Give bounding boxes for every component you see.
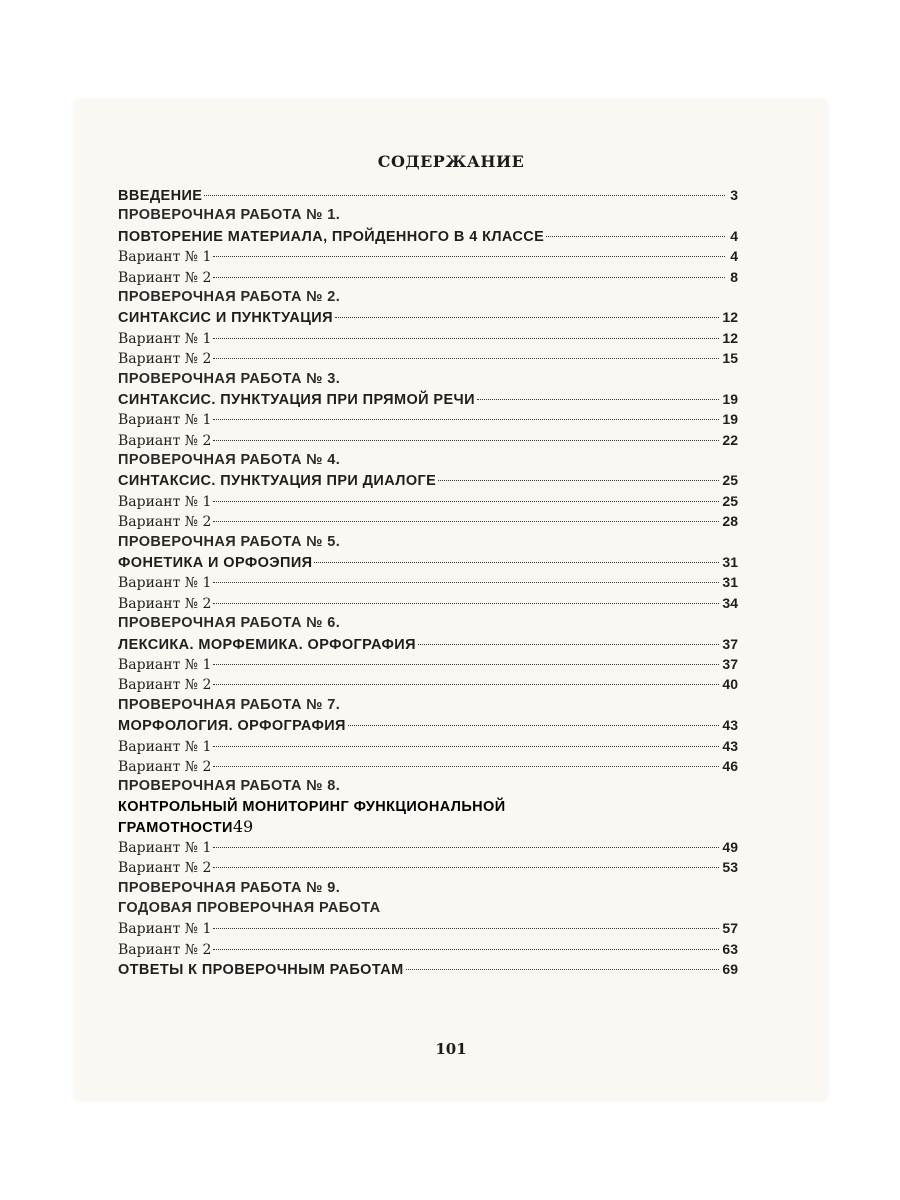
toc-page-number: 22 (722, 431, 738, 448)
toc-page-number: 63 (722, 940, 738, 957)
toc-entry-label: Вариант № 1 (118, 738, 212, 755)
toc-variant-entry (118, 409, 738, 429)
dot-leader (204, 195, 725, 196)
toc-variant-entry (118, 918, 738, 938)
toc-entry-label: Вариант № 2 (118, 269, 212, 286)
toc-page-number: 12 (722, 309, 738, 326)
toc-entry-label: СИНТАКСИС. ПУНКТУАЦИЯ ПРИ ДИАЛОГЕ (118, 473, 437, 490)
toc-variant-entry (118, 654, 738, 674)
toc-page-number: 37 (722, 655, 738, 672)
toc-variant-entry (118, 837, 738, 857)
toc-variant-entry (118, 348, 738, 368)
toc-entry-label: Вариант № 1 (118, 656, 212, 673)
toc-page-number: 4 (730, 227, 738, 244)
toc-entry (118, 307, 738, 327)
toc-entry-label: Вариант № 2 (118, 677, 212, 694)
dot-leader (477, 399, 719, 400)
dot-leader (546, 236, 725, 237)
dot-leader (213, 746, 719, 747)
toc-entry-label: Вариант № 1 (118, 249, 212, 266)
toc-entry-label: ЛЕКСИКА. МОРФЕМИКА. ОРФОГРАФИЯ (118, 636, 416, 653)
toc-variant-entry (118, 674, 738, 694)
toc-entry (118, 389, 738, 409)
toc-variant-entry (118, 939, 738, 959)
toc-entry-label: Вариант № 1 (118, 575, 212, 592)
toc-page-number: 49 (232, 816, 254, 836)
toc-entry-label: Вариант № 1 (118, 493, 212, 510)
document-page (75, 100, 827, 1100)
toc-variant-entry (118, 736, 738, 756)
table-of-contents (118, 185, 738, 979)
dot-leader (213, 338, 719, 339)
dot-leader (213, 684, 719, 685)
toc-entry-label: Вариант № 2 (118, 432, 212, 449)
toc-section-header: ПРОВЕРОЧНАЯ РАБОТА № 8. (118, 778, 341, 795)
toc-entry (118, 226, 738, 246)
toc-page-number: 43 (722, 737, 738, 754)
toc-page-number: 37 (722, 635, 738, 652)
dot-leader (213, 603, 719, 604)
toc-variant-entry (118, 267, 738, 287)
toc-entry-label: Вариант № 1 (118, 330, 212, 347)
toc-entry-label: ПОВТОРЕНИЕ МАТЕРИАЛА, ПРОЙДЕННОГО В 4 КЛАССЕ (118, 228, 545, 245)
toc-section-header: ПРОВЕРОЧНАЯ РАБОТА № 3. (118, 370, 341, 387)
toc-section-header: ПРОВЕРОЧНАЯ РАБОТА № 4. (118, 452, 341, 469)
toc-entry-label: Вариант № 2 (118, 860, 212, 877)
toc-variant-entry (118, 572, 738, 592)
toc-page-number: 46 (722, 757, 738, 774)
toc-page-number: 25 (722, 472, 738, 489)
toc-entry-label: СИНТАКСИС. ПУНКТУАЦИЯ ПРИ ПРЯМОЙ РЕЧИ (118, 391, 475, 408)
toc-page-number: 43 (722, 717, 738, 734)
toc-page-number: 69 (722, 961, 738, 978)
toc-entry-label: ОТВЕТЫ К ПРОВЕРОЧНЫМ РАБОТАМ (118, 962, 404, 979)
toc-entry-label: Вариант № 1 (118, 921, 212, 938)
toc-section-header: ПРОВЕРОЧНАЯ РАБОТА № 6. (118, 615, 341, 632)
toc-entry-label-line1: КОНТРОЛЬНЫЙ МОНИТОРИНГ ФУНКЦИОНАЛЬНОЙ (118, 798, 506, 815)
toc-section-header: ПРОВЕРОЧНАЯ РАБОТА № 7. (118, 696, 341, 713)
toc-variant-entry (118, 593, 738, 613)
dot-leader (213, 847, 719, 848)
toc-section-header: ПРОВЕРОЧНАЯ РАБОТА № 5. (118, 533, 341, 550)
toc-page-number: 57 (722, 920, 738, 937)
toc-entry-label: Вариант № 2 (118, 758, 212, 775)
toc-page-number: 12 (722, 329, 738, 346)
toc-entry-label: Вариант № 2 (118, 595, 212, 612)
toc-entry-label: Вариант № 2 (118, 514, 212, 531)
toc-page-number: 40 (722, 676, 738, 693)
toc-entry-label: ФОНЕТИКА И ОРФОЭПИЯ (118, 555, 313, 572)
toc-section-header: ПРОВЕРОЧНАЯ РАБОТА № 9. (118, 879, 341, 896)
toc-entry (118, 797, 738, 837)
dot-leader (213, 277, 725, 278)
toc-page-number: 19 (722, 390, 738, 407)
dot-leader (213, 501, 719, 502)
toc-entry-label: СИНТАКСИС И ПУНКТУАЦИЯ (118, 310, 333, 327)
toc-entry (118, 715, 738, 735)
toc-entry-label: Вариант № 1 (118, 839, 212, 856)
toc-entry-label-line2: ГРАМОТНОСТИ (118, 819, 233, 836)
toc-page-number: 19 (722, 411, 738, 428)
dot-leader (213, 766, 719, 767)
page-title: СОДЕРЖАНИЕ (377, 152, 525, 171)
toc-section-header: ПРОВЕРОЧНАЯ РАБОТА № 1. (118, 207, 341, 224)
dot-leader (213, 358, 719, 359)
toc-section-header: ПРОВЕРОЧНАЯ РАБОТА № 2. (118, 288, 341, 305)
dot-leader (314, 562, 719, 563)
dot-leader (335, 317, 720, 318)
dot-leader (418, 644, 720, 645)
toc-entry-label: Вариант № 1 (118, 412, 212, 429)
toc-variant-entry (118, 857, 738, 877)
toc-variant-entry (118, 511, 738, 531)
dot-leader (213, 867, 719, 868)
toc-entry-label: Вариант № 2 (118, 941, 212, 958)
toc-entry-label: Вариант № 2 (118, 351, 212, 368)
toc-entry (118, 959, 738, 979)
toc-page-number: 34 (722, 594, 738, 611)
toc-variant-entry (118, 430, 738, 450)
dot-leader (213, 664, 719, 665)
dot-leader (213, 582, 719, 583)
toc-page-number: 8 (730, 268, 738, 285)
dot-leader (213, 949, 719, 950)
toc-entry (118, 552, 738, 572)
dot-leader (438, 480, 719, 481)
toc-page-number: 28 (722, 513, 738, 530)
toc-entry (118, 185, 738, 205)
toc-entry-label: МОРФОЛОГИЯ. ОРФОГРАФИЯ (118, 718, 346, 735)
toc-page-number: 15 (722, 350, 738, 367)
dot-leader (213, 440, 719, 441)
toc-page-number: 49 (722, 838, 738, 855)
toc-entry (118, 634, 738, 654)
toc-entry-label: ВВЕДЕНИЕ (118, 188, 203, 204)
dot-leader (348, 725, 720, 726)
toc-page-number: 31 (722, 574, 738, 591)
toc-page-number: 53 (722, 859, 738, 876)
dot-leader (406, 969, 720, 970)
toc-variant-entry (118, 328, 738, 348)
toc-page-number: 25 (722, 492, 738, 509)
toc-entry (118, 470, 738, 490)
toc-section-header: ГОДОВАЯ ПРОВЕРОЧНАЯ РАБОТА (118, 899, 381, 916)
toc-page-number: 3 (730, 187, 738, 203)
dot-leader (213, 928, 719, 929)
toc-variant-entry (118, 491, 738, 511)
page-number: 101 (435, 1040, 467, 1058)
toc-variant-entry (118, 756, 738, 776)
dot-leader (213, 521, 719, 522)
dot-leader (213, 419, 719, 420)
toc-page-number: 4 (730, 248, 738, 265)
dot-leader (213, 256, 725, 257)
toc-page-number: 31 (722, 554, 738, 571)
toc-variant-entry (118, 246, 738, 266)
